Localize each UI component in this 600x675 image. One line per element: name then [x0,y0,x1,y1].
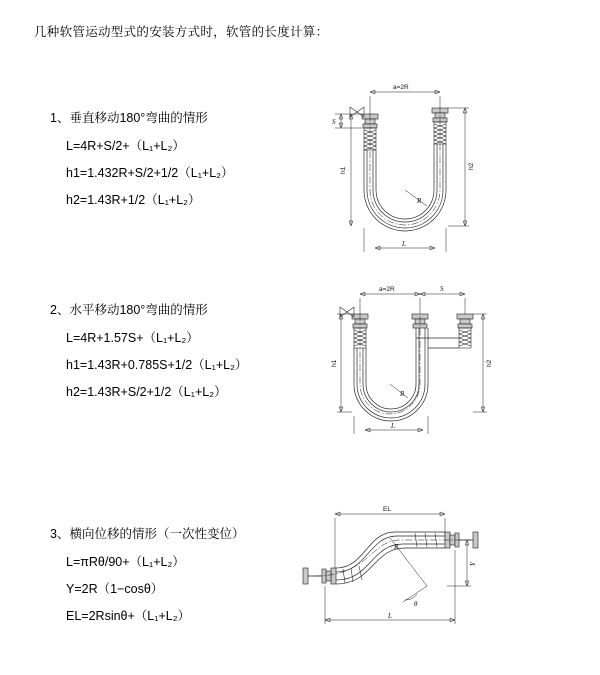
svg-text:a=2R: a=2R [379,286,395,293]
svg-text:L: L [391,422,395,430]
formula-3-2: Y=2R（1−cosθ） [66,582,164,596]
svg-text:a=2R: a=2R [393,84,409,91]
svg-text:R: R [400,390,405,398]
svg-text:h2: h2 [486,359,493,367]
svg-text:S: S [440,285,444,293]
formula-1-1: L=4R+S/2+（L₁+L₂） [66,139,185,153]
svg-text:h2: h2 [468,162,475,170]
formula-2-2: h1=1.43R+0.785S+1/2（L₁+L₂） [66,358,248,372]
svg-text:R: R [394,543,399,551]
figure-lateral-offset [295,494,495,644]
svg-text:EL: EL [383,506,391,513]
section-title-2: 2、水平移动180°弯曲的情形 [50,303,208,317]
figure-vertical-180 [305,70,495,280]
formula-block-2 [50,300,300,409]
svg-text:Y: Y [469,562,477,566]
svg-text:L: L [388,612,392,620]
figure-horizontal-180 [305,272,495,462]
svg-text:R: R [417,197,422,205]
section-title-1: 1、垂直移动180°弯曲的情形 [50,111,208,125]
formula-2-1: L=4R+1.57S+（L₁+L₂） [66,331,199,345]
section-title-3: 3、横向位移的情形（一次性变位） [50,527,245,541]
formula-block-1 [50,108,300,217]
formula-3-3: EL=2Rsinθ+（L₁+L₂） [66,609,191,623]
svg-text:h1: h1 [331,359,338,367]
svg-text:θ: θ [414,600,418,608]
page-title: 几种软管运动型式的安装方式时，软管的长度计算： [34,25,329,39]
svg-text:h1: h1 [340,166,347,174]
formula-3-1: L=πRθ/90+（L₁+L₂） [66,555,185,569]
svg-text:S: S [332,118,336,126]
svg-text:L: L [402,240,406,248]
formula-1-3: h2=1.43R+1/2（L₁+L₂） [66,193,201,207]
formula-block-3 [50,524,300,633]
formula-2-3: h2=1.43R+S/2+1/2（L₁+L₂） [66,385,227,399]
formula-1-2: h1=1.432R+S/2+1/2（L₁+L₂） [66,166,234,180]
